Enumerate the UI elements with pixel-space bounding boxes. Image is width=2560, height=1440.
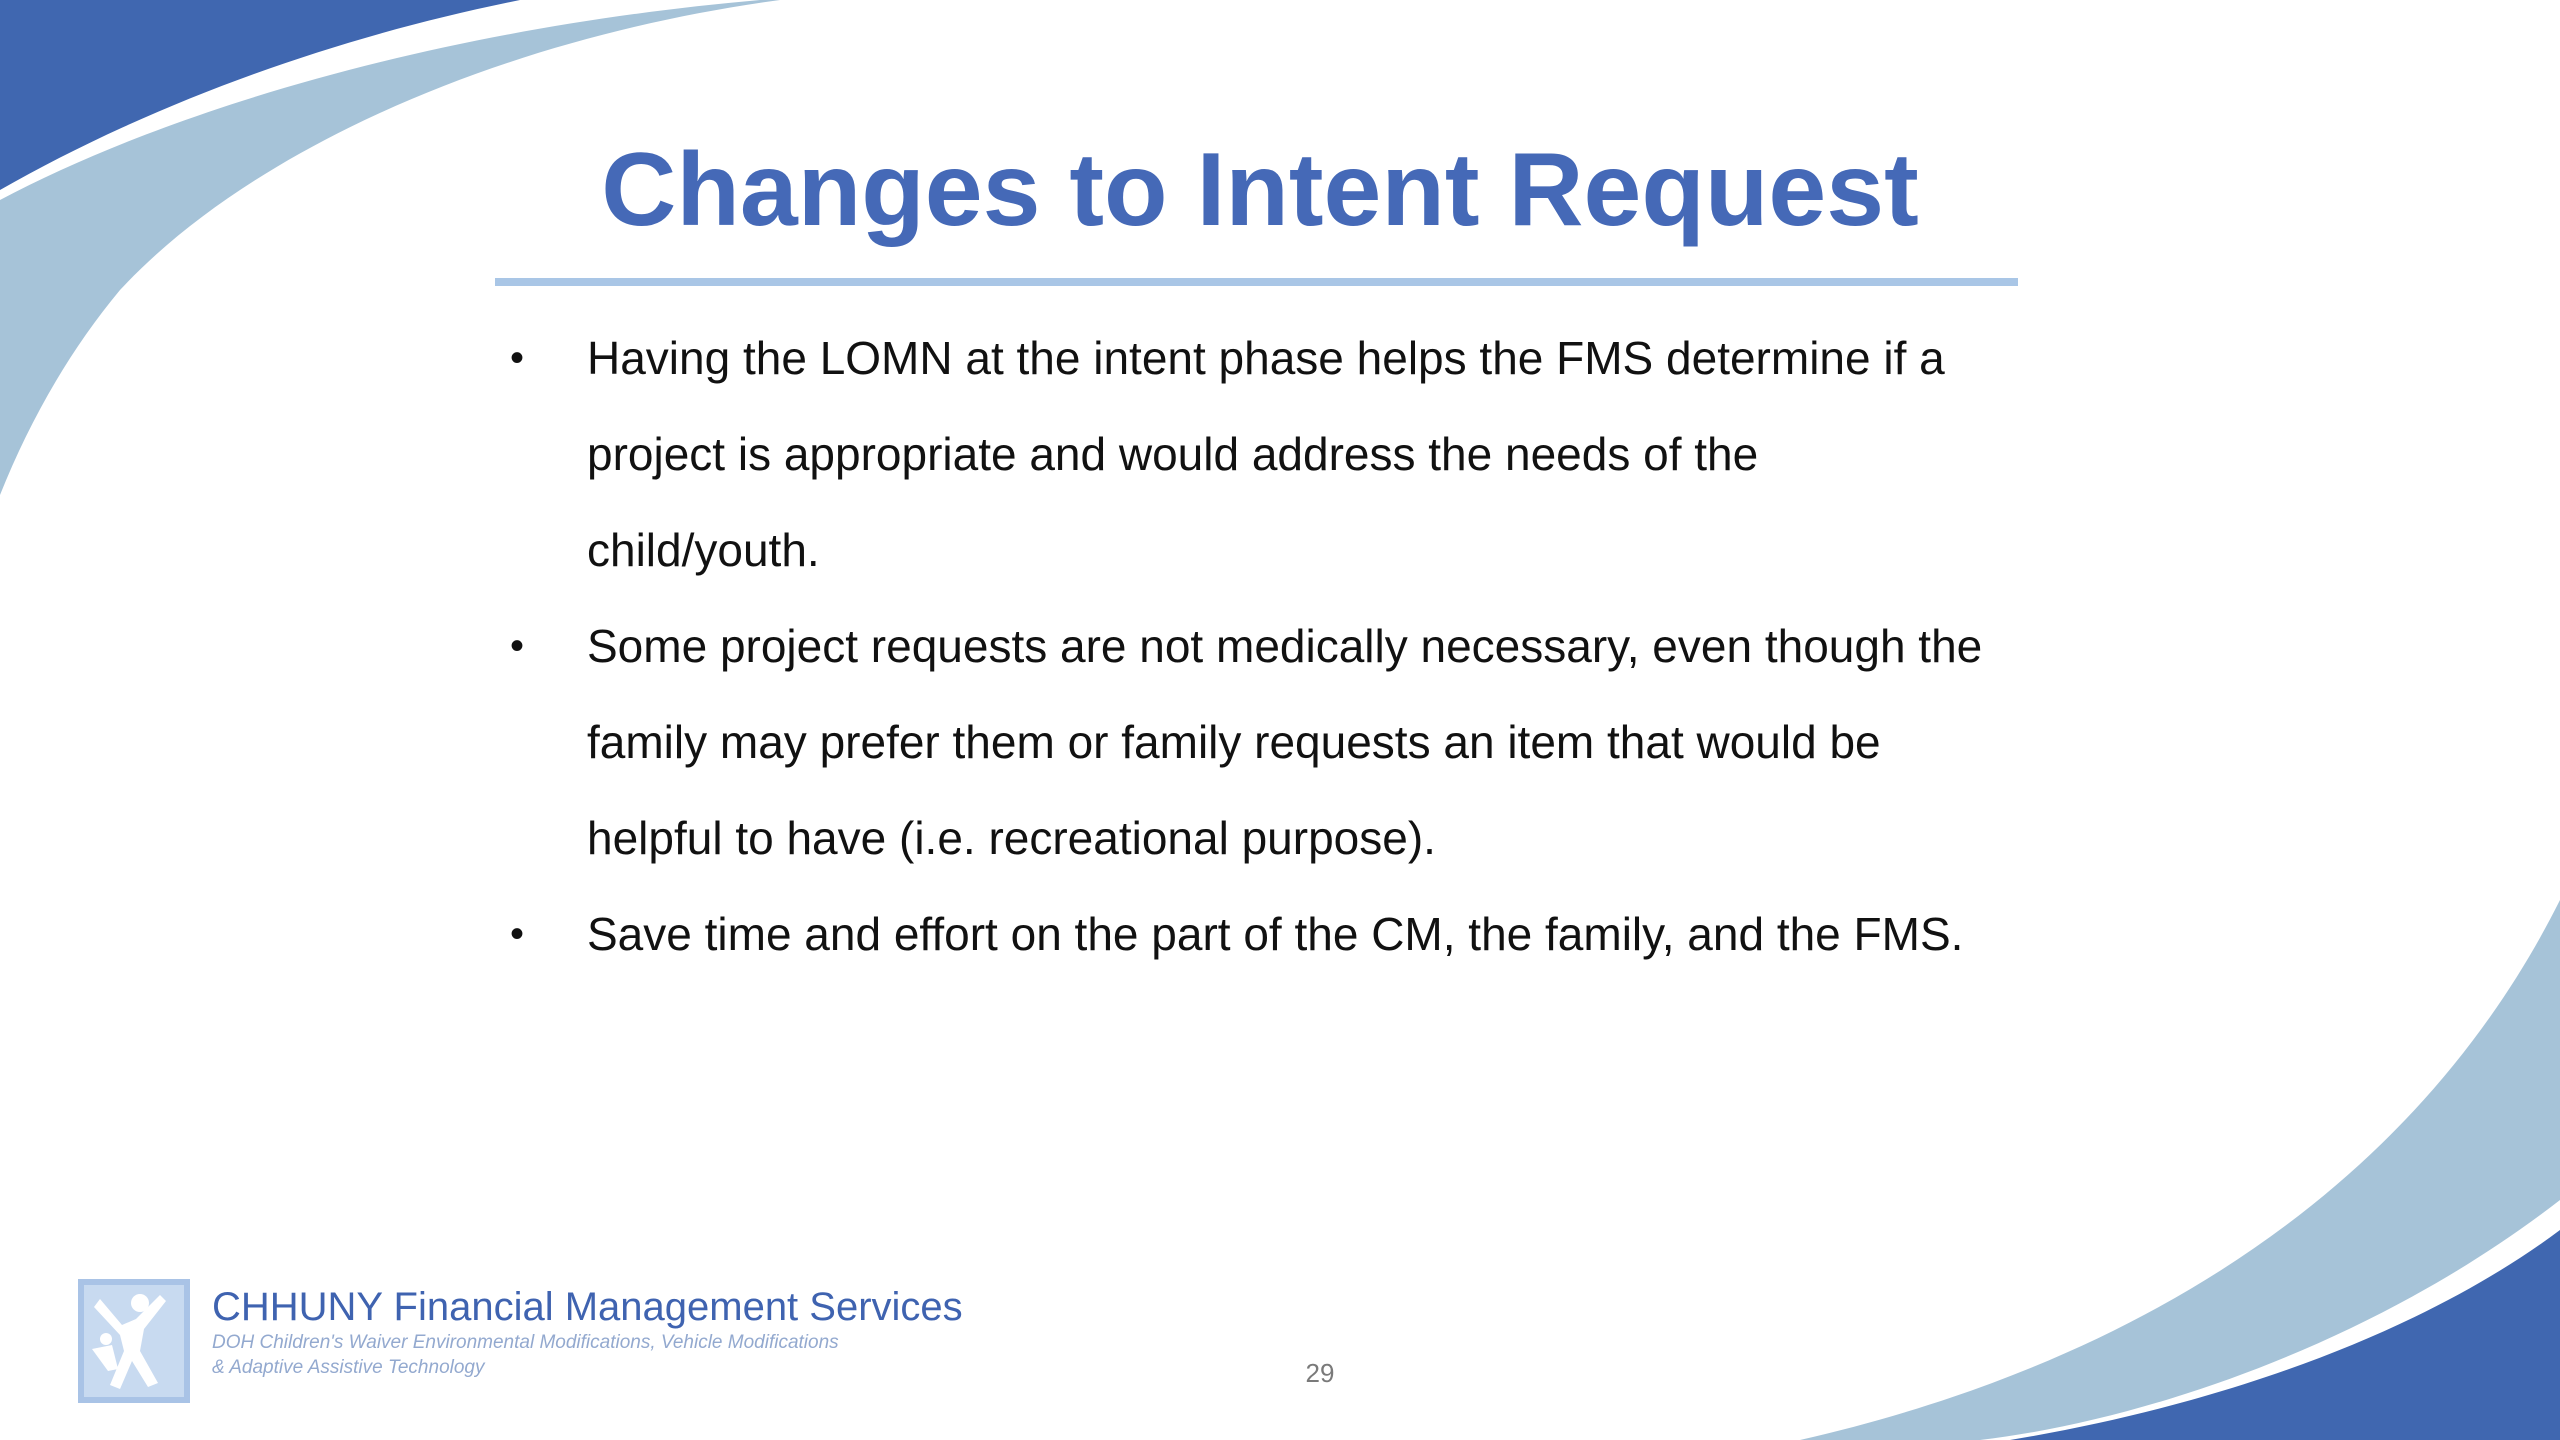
bullet-item-2 <box>500 598 2120 886</box>
bullet-3-line-1: Save time and effort on the part of the CM, the family, and the FMS. <box>587 908 1964 960</box>
person-figure-logo-icon <box>78 1279 190 1403</box>
page-number: 29 <box>1305 1358 1335 1388</box>
brand-tagline-line-2: & Adaptive Assistive Technology <box>212 1357 485 1378</box>
bullet-2-line-3: helpful to have (i.e. recreational purpose). <box>587 812 1436 864</box>
title-underline <box>495 278 2018 286</box>
footer-branding <box>212 1284 1112 1380</box>
bullet-icon: • <box>510 624 525 668</box>
bullet-icon: • <box>510 336 525 380</box>
bullet-list <box>500 310 2120 982</box>
bullet-1-line-1: Having the LOMN at the intent phase helps the FMS determine if a <box>587 332 1945 384</box>
bullet-2-line-1: Some project requests are not medically necessary, even though the <box>587 620 1983 672</box>
slide-title: Changes to Intent Request <box>601 132 1919 248</box>
bullet-1-line-2: project is appropriate and would address the needs of the <box>587 428 1759 480</box>
bullet-item-3 <box>500 886 2120 982</box>
bullet-icon: • <box>510 912 525 956</box>
bullet-item-1 <box>500 310 2120 598</box>
brand-name: CHHUNY Financial Management Services <box>212 1285 963 1329</box>
bullet-2-line-2: family may prefer them or family requests an item that would be <box>587 716 1881 768</box>
brand-tagline-line-1: DOH Children's Waiver Environmental Modifications, Vehicle Modifications <box>212 1332 839 1353</box>
bullet-1-line-3: child/youth. <box>587 524 820 576</box>
